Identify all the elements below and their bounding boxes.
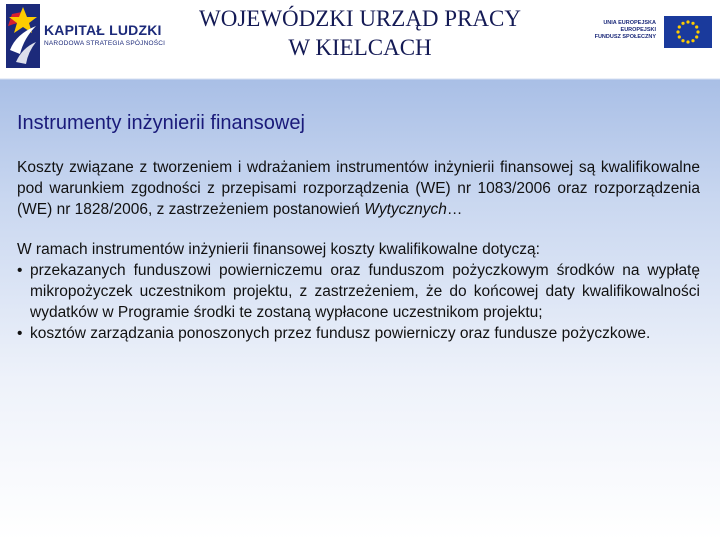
paragraph-1 <box>17 157 700 220</box>
bullet-list <box>17 260 700 344</box>
title-line-2: W KIELCACH <box>288 35 432 60</box>
bullet-icon: • <box>17 262 23 279</box>
paragraph-1-ellipsis: … <box>446 201 463 218</box>
list-item <box>17 323 700 344</box>
kapital-ludzki-emblem-icon <box>6 4 40 68</box>
eu-text-line-2: EUROPEJSKI <box>620 27 656 33</box>
eu-logo <box>586 14 706 54</box>
header <box>0 0 720 78</box>
title-line-1: WOJEWÓDZKI URZĄD PRACY <box>199 6 521 31</box>
eu-text-line-1: UNIA EUROPEJSKA <box>603 20 656 26</box>
bullet-icon: • <box>17 325 23 342</box>
list-item-text: przekazanych funduszowi powierniczemu oraz funduszom pożyczkowym środków na wypłatę mikropożyczek uczestnikom projektu, z zastrzeżeniem, że do końcowej daty kwalifikowalności wydatków w Programie środki te zostaną wypłacone uczestnikom projektu; <box>30 262 700 321</box>
kapital-ludzki-title: KAPITAŁ LUDZKI <box>44 22 162 38</box>
paragraph-1-italic: Wytycznych <box>364 201 447 218</box>
paragraph-2-intro: W ramach instrumentów inżynierii finansowej koszty kwalifikowalne dotyczą: <box>17 241 540 258</box>
list-item-text: kosztów zarządzania ponoszonych przez fundusz powierniczy oraz fundusze pożyczkowe. <box>30 325 651 342</box>
kapital-ludzki-text <box>44 22 165 47</box>
eu-logo-text <box>590 20 656 41</box>
list-item <box>17 260 700 323</box>
paragraph-1-text: Koszty związane z tworzeniem i wdrażaniem instrumentów inżynierii finansowej są kwalifikowalne pod warunkiem zgodności z przepisami rozporządzenia (WE) nr 1083/2006 oraz rozporządzenia (WE) nr 1828/2006, z zastrzeżeniem postanowień <box>17 159 700 218</box>
page-title <box>160 4 560 62</box>
section-heading: Instrumenty inżynierii finansowej <box>17 112 305 134</box>
kapital-ludzki-logo <box>6 4 166 68</box>
eu-text-line-3: FUNDUSZ SPOŁECZNY <box>594 34 656 40</box>
main-content <box>17 112 700 344</box>
kapital-ludzki-subtitle: NARODOWA STRATEGIA SPÓJNOŚCI <box>44 40 166 47</box>
eu-flag-icon <box>664 16 712 48</box>
